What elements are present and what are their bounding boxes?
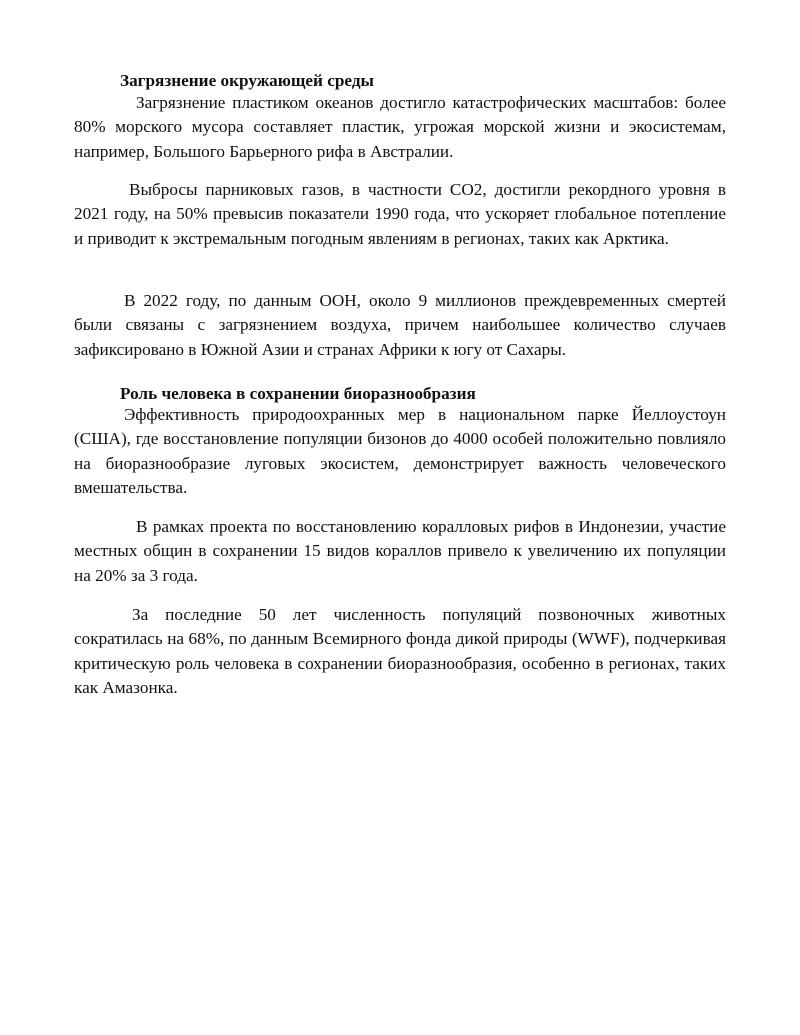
paragraph-air-pollution-deaths: В 2022 году, по данным ООН, около 9 миллионов преждевременных смертей были связаны с загрязнением воздуха, причем наибольшее количество случаев зафиксировано в Южной Азии и странах Африки к югу от Сахары.: [74, 291, 726, 359]
paragraph-vertebrate-decline: За последние 50 лет численность популяций позвоночных животных сократилась на 68%, по данным Всемирного фонда дикой природы (WWF), подчеркивая критическую роль человека в сохранении биоразнообразия, особенно в регионах, таких как Амазонка.: [74, 605, 726, 697]
paragraph-plastic-pollution: Загрязнение пластиком океанов достигло катастрофических масштабов: более 80% морского мусора составляет пластик, угрожая морской жизни и экосистемам, например, Большого Барьерного рифа в Австралии.: [74, 93, 726, 161]
section-heading-biodiversity: Роль человека в сохранении биоразнообразия: [120, 384, 476, 403]
paragraph-coral-reefs: В рамках проекта по восстановлению коралловых рифов в Индонезии, участие местных общин в сохранении 15 видов кораллов привело к увеличению их популяции на 20% за 3 года.: [74, 517, 726, 585]
paragraph-greenhouse-gases: Выбросы парниковых газов, в частности CO2, достигли рекордного уровня в 2021 году, на 50% превысив показатели 1990 года, что ускоряет глобальное потепление и приводит к экстремальным погодным явлениям в регионах, таких как Арктика.: [74, 180, 726, 248]
section-heading-pollution: Загрязнение окружающей среды: [120, 71, 374, 90]
paragraph-yellowstone: Эффективность природоохранных мер в национальном парке Йеллоустоун (США), где восстановление популяции бизонов до 4000 особей положительно повлияло на биоразнообразие луговых экосистем, демонстрирует важность человеческого вмешательства.: [74, 405, 726, 497]
